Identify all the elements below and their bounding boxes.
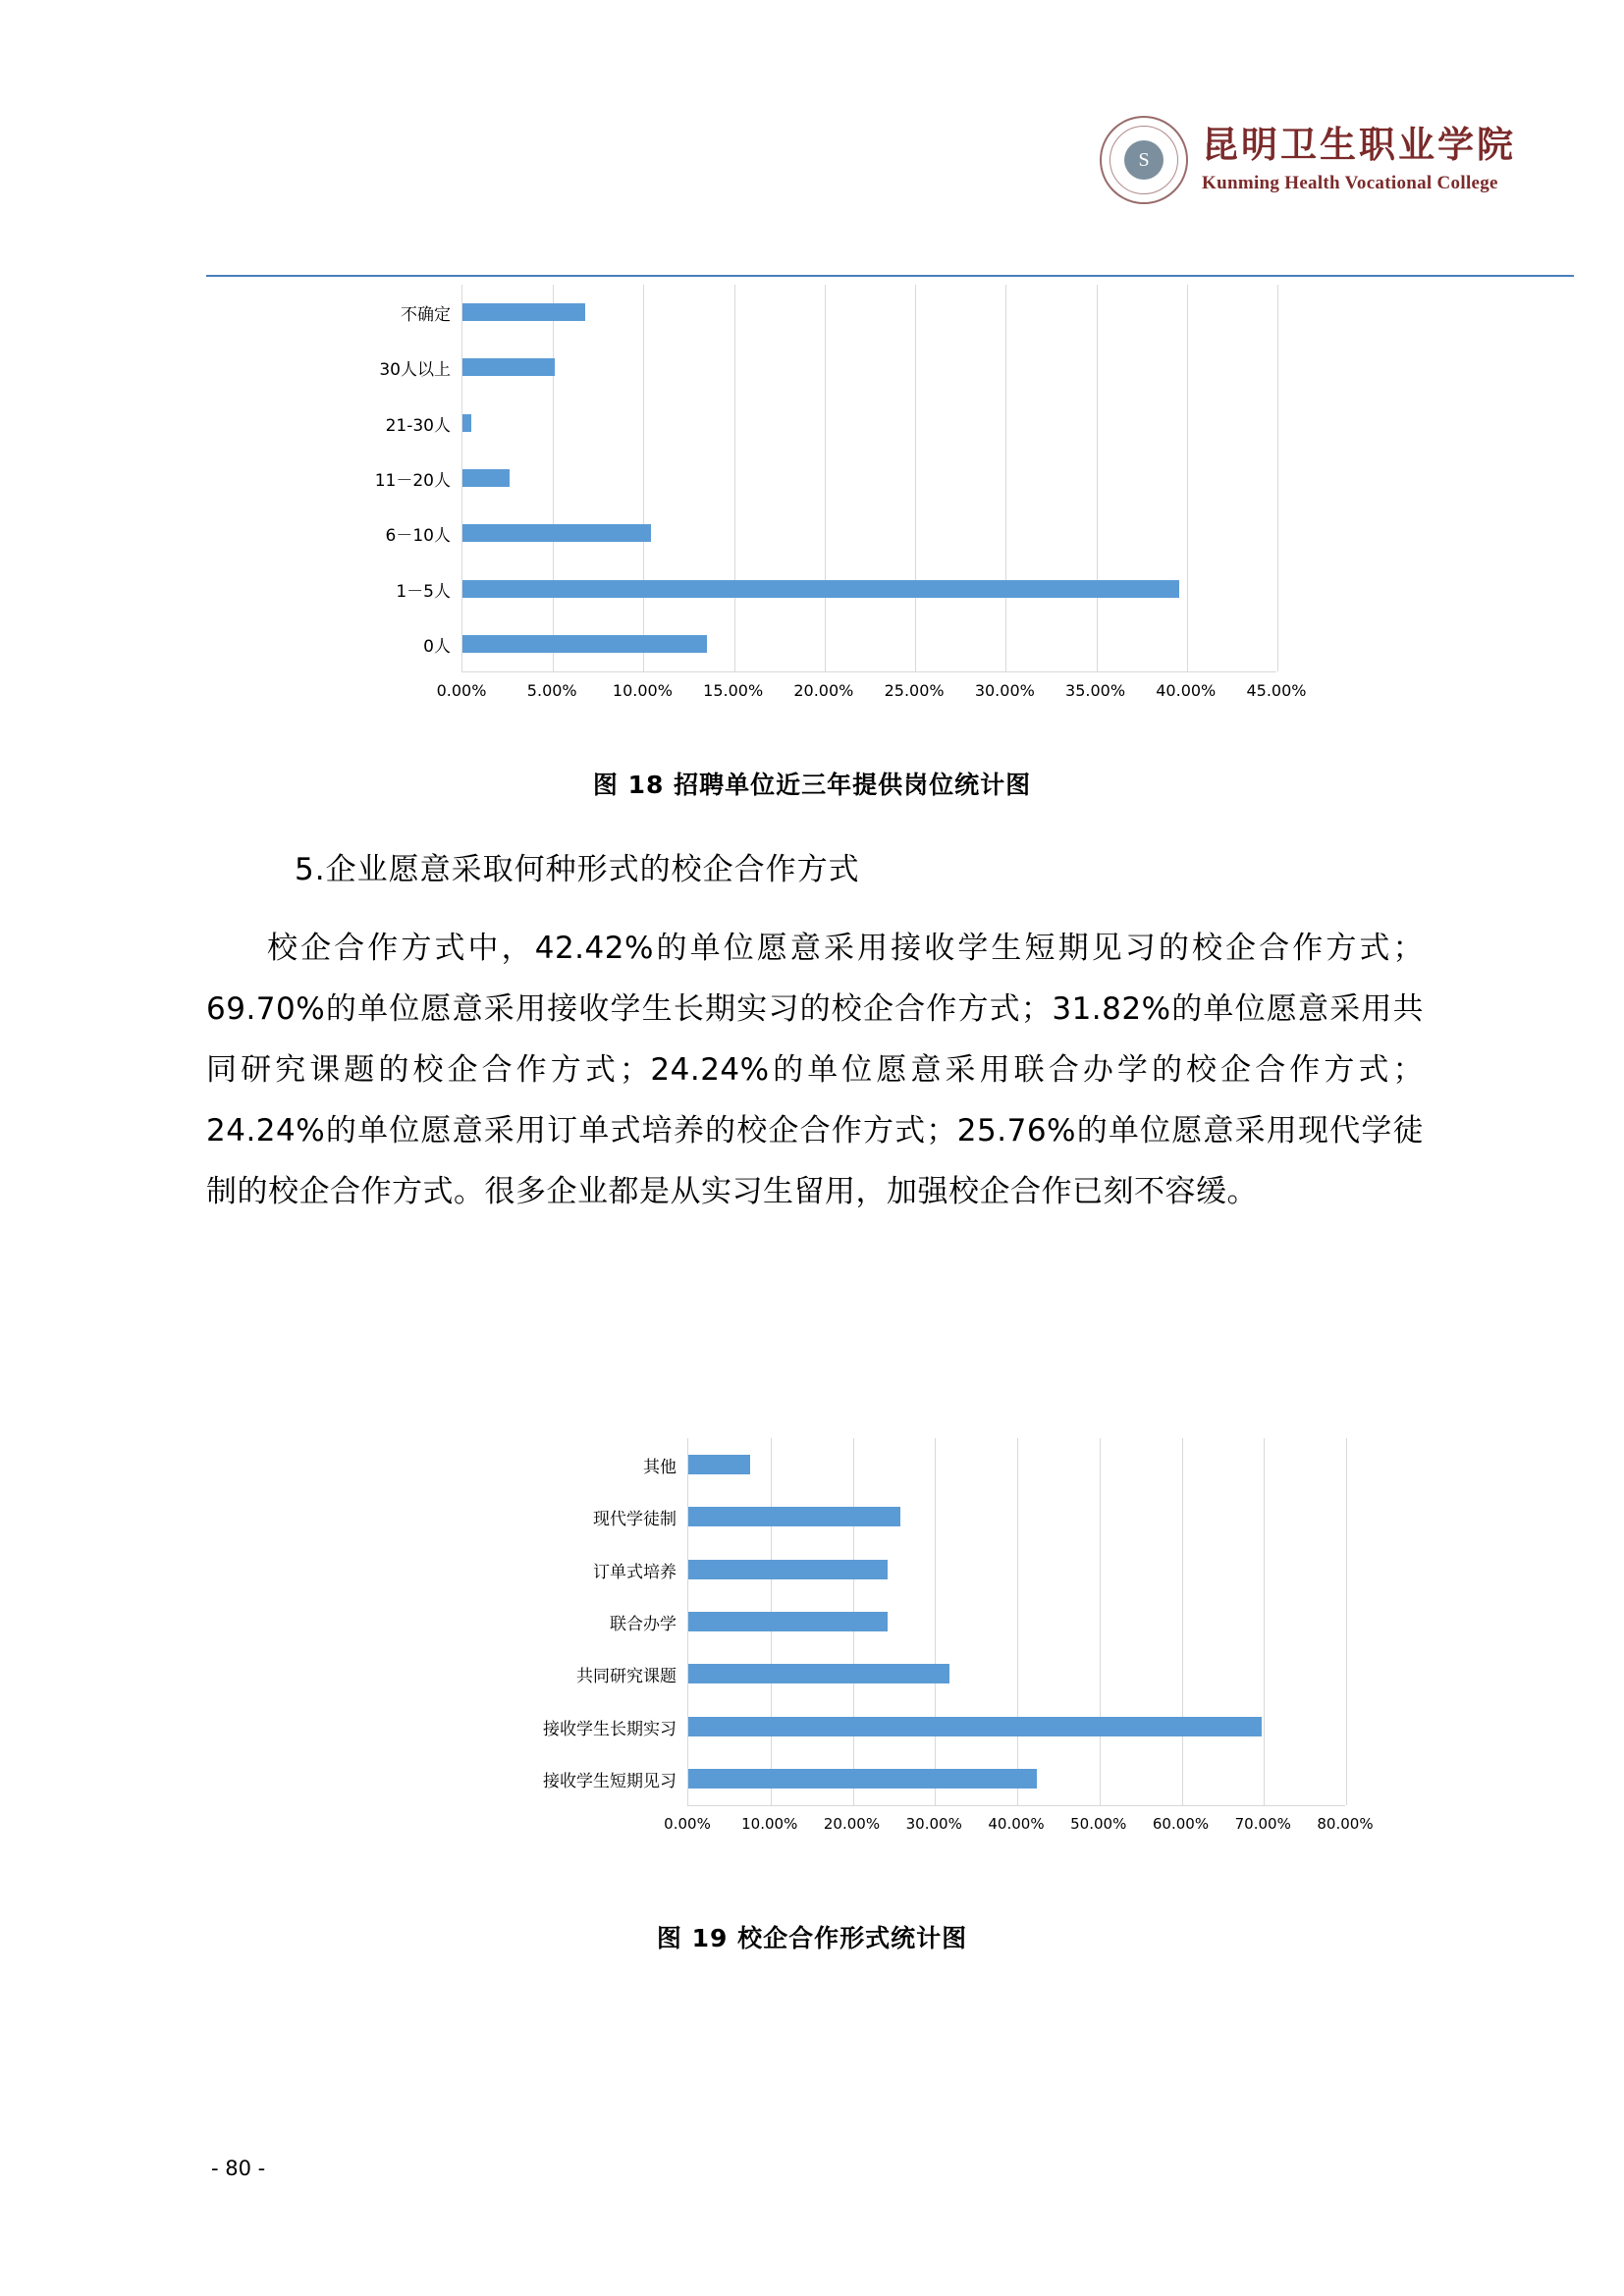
bar (462, 414, 471, 432)
x-tick-label: 35.00% (1065, 681, 1126, 700)
x-tick-label: 20.00% (793, 681, 854, 700)
header-divider (206, 275, 1574, 277)
x-tick-label: 70.00% (1234, 1815, 1291, 1833)
x-tick-label: 20.00% (823, 1815, 881, 1833)
gridline (1346, 1438, 1347, 1805)
gridline (1097, 285, 1098, 671)
bar (688, 1664, 949, 1683)
category-label: 订单式培养 (593, 1562, 677, 1582)
gridline (1005, 285, 1006, 671)
category-label: 接收学生长期实习 (543, 1719, 677, 1739)
bar (688, 1717, 1262, 1736)
gridline (1264, 1438, 1265, 1805)
figure-19-caption: 图 19 校企合作形式统计图 (656, 1924, 968, 1952)
body-paragraph: 校企合作方式中，42.42%的单位愿意采用接收学生短期见习的校企合作方式；69.70%的单位愿意采用接收学生长期实习的校企合作方式；31.82%的单位愿意采用共同研究课题的校企合作方式；24.24%的单位愿意采用联合办学的校企合作方式；24.24%的单位愿意采用订单式培养的校企合作方式；25.76%的单位愿意采用现代学徒制的校企合作方式。很多企业都是从实习生留用，加强校企合作已刻不容缓。 (206, 931, 1424, 1209)
category-label: 30人以上 (379, 360, 451, 381)
seal-letter: S (1124, 140, 1164, 180)
x-tick-label: 25.00% (884, 681, 945, 700)
x-tick-label: 15.00% (703, 681, 764, 700)
x-tick-label: 40.00% (988, 1815, 1045, 1833)
section-heading: 5.企业愿意采取何种形式的校企合作方式 (295, 852, 860, 887)
college-seal-icon (1100, 116, 1188, 204)
college-name-en: Kunming Health Vocational College (1202, 172, 1498, 193)
gridline (915, 285, 916, 671)
category-label: 接收学生短期见习 (543, 1772, 677, 1792)
x-tick-label: 45.00% (1246, 681, 1307, 700)
bar (688, 1560, 888, 1579)
category-label: 1－5人 (396, 581, 451, 602)
category-label: 其他 (643, 1457, 677, 1477)
category-label: 21-30人 (385, 415, 451, 436)
gridline (553, 285, 554, 671)
gridline (825, 285, 826, 671)
category-label: 共同研究课题 (576, 1667, 677, 1687)
x-tick-label: 10.00% (612, 681, 673, 700)
x-tick-label: 5.00% (526, 681, 577, 700)
college-name-cn: 昆明卫生职业学院 (1202, 126, 1516, 167)
plot-region (543, 1438, 1346, 1805)
x-tick-label: 0.00% (664, 1815, 711, 1833)
bar (462, 303, 585, 321)
x-tick-label: 60.00% (1152, 1815, 1210, 1833)
bar (462, 635, 707, 653)
gridline (1277, 285, 1278, 671)
x-axis-line (687, 1805, 1345, 1806)
x-tick-label: 30.00% (905, 1815, 962, 1833)
bar (462, 524, 651, 542)
bar (462, 358, 555, 376)
college-name-block (1202, 125, 1516, 194)
page-number: - 80 - (211, 2157, 266, 2180)
bar (462, 580, 1179, 598)
gridline (1017, 1438, 1018, 1805)
chart-19-plot-area (491, 1438, 1374, 1850)
college-logo (1100, 116, 1516, 204)
gridline (643, 285, 644, 671)
category-label: 0人 (423, 636, 451, 657)
figure-18-caption: 图 18 招聘单位近三年提供岗位统计图 (592, 771, 1032, 799)
chart-figure-18 (344, 285, 1307, 717)
x-tick-label: 0.00% (436, 681, 487, 700)
x-axis-line (461, 671, 1276, 672)
chart-18-plot-area (344, 285, 1307, 717)
gridline (1187, 285, 1188, 671)
category-label: 联合办学 (610, 1615, 677, 1634)
gridline (1182, 1438, 1183, 1805)
category-label: 6－10人 (385, 526, 451, 547)
bar (688, 1612, 888, 1631)
plot-region (374, 285, 1277, 671)
bar (688, 1769, 1037, 1789)
gridline (1100, 1438, 1101, 1805)
bar (462, 469, 510, 487)
x-tick-label: 40.00% (1156, 681, 1217, 700)
chart-figure-19 (491, 1438, 1374, 1850)
x-tick-label: 80.00% (1317, 1815, 1374, 1833)
gridline (734, 285, 735, 671)
category-label: 现代学徒制 (593, 1510, 677, 1530)
category-label: 11－20人 (374, 471, 451, 491)
gridline (935, 1438, 936, 1805)
x-tick-label: 30.00% (974, 681, 1035, 700)
x-tick-label: 10.00% (741, 1815, 798, 1833)
x-tick-label: 50.00% (1070, 1815, 1127, 1833)
bar (688, 1455, 750, 1474)
bar (688, 1507, 900, 1526)
category-label: 不确定 (401, 305, 451, 326)
